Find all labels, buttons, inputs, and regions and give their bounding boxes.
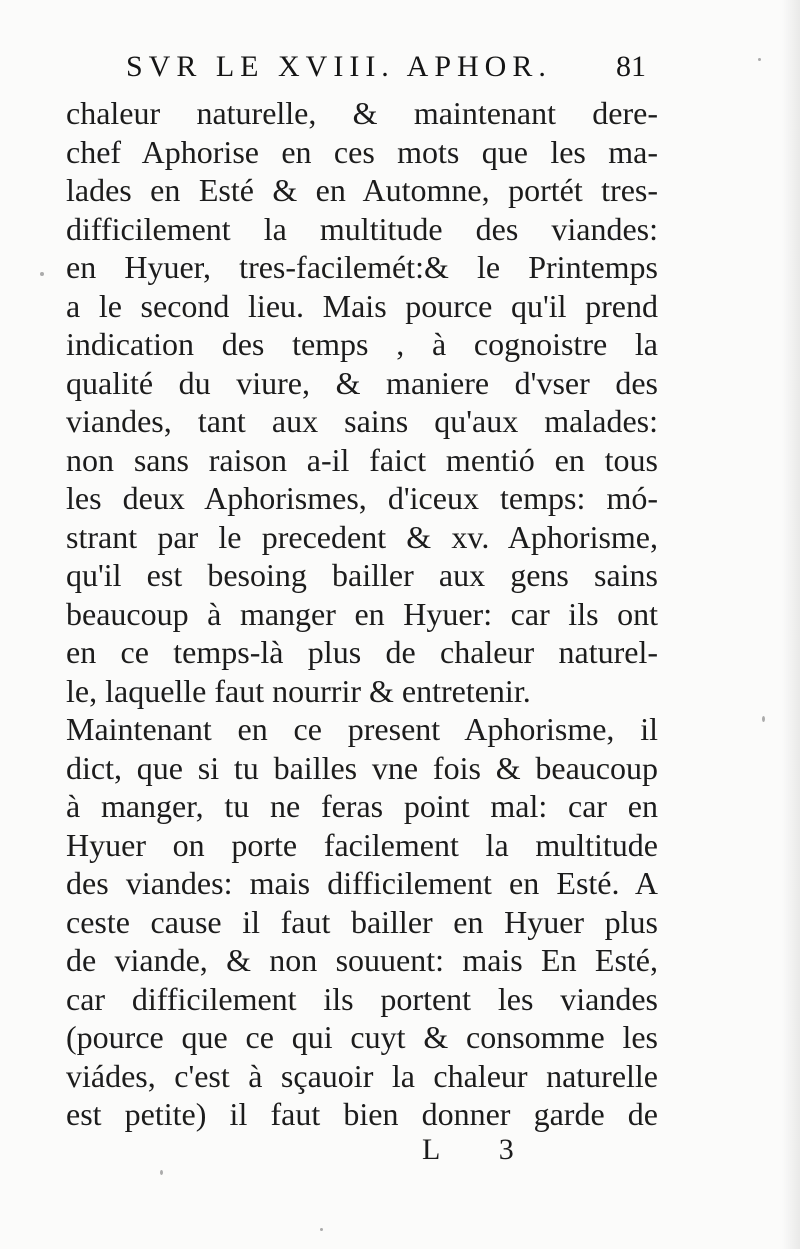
page-header [126, 50, 646, 90]
text-line: difficilement la multitude des viandes: [66, 210, 658, 247]
print-speck [160, 1170, 163, 1175]
page-number: 81 [616, 50, 646, 83]
text-line: les deux Aphorismes, d'iceux temps: mó- [66, 480, 658, 516]
text-line: de viande, & non souuent: mais En Esté, [66, 942, 658, 978]
text-line: à manger, tu ne feras point mal: car en [66, 788, 658, 824]
text-line: strant par le precedent & xv. Aphorisme, [66, 518, 658, 555]
print-speck [320, 1228, 323, 1231]
text-line: Maintenant en ce present Aphorisme, il [66, 711, 658, 747]
text-line: en ce temps-là plus de chaleur naturel- [66, 634, 658, 670]
text-line: Hyuer on porte facilement la multitude [66, 826, 658, 863]
text-line: dict, que si tu bailles vne fois & beaucoup [66, 749, 658, 786]
text-line: lades en Esté & en Automne, portét tres- [66, 172, 658, 208]
text-line: (pource que ce qui cuyt & consomme les [66, 1019, 658, 1055]
text-line: le, laquelle faut nourrir & entretenir. [66, 672, 531, 709]
page-edge-shadow [782, 0, 800, 1249]
text-line: a le second lieu. Mais pource qu'il prend [66, 287, 658, 324]
print-speck [762, 716, 765, 722]
text-line: ceste cause il faut bailler en Hyuer plus [66, 903, 658, 940]
text-line: viandes, tant aux sains qu'aux malades: [66, 403, 658, 439]
text-line: viádes, c'est à sçauoir la chaleur naturelle [66, 1057, 658, 1094]
signature-mark: L 3 [422, 1133, 540, 1166]
text-line: chaleur naturelle, & maintenant dere- [66, 95, 658, 131]
text-line: non sans raison a-il faict mentió en tous [66, 441, 658, 478]
text-line: qu'il est besoing bailler aux gens sains [66, 557, 658, 593]
body-text [66, 94, 658, 1134]
running-head: SVR LE XVIII. APHOR. [126, 50, 552, 83]
text-line: car difficilement ils portent les viandes [66, 980, 658, 1017]
text-line: qualité du viure, & maniere d'vser des [66, 364, 658, 401]
print-speck [40, 272, 44, 276]
text-line: chef Aphorise en ces mots que les ma- [66, 133, 658, 170]
text-line: indication des temps , à cognoistre la [66, 326, 658, 362]
print-speck [758, 58, 761, 61]
text-line: en Hyuer, tres-facilemét:& le Printemps [66, 249, 658, 285]
text-line: des viandes: mais difficilement en Esté. A [66, 865, 658, 901]
text-line: est petite) il faut bien donner garde de [66, 1096, 658, 1132]
text-line: beaucoup à manger en Hyuer: car ils ont [66, 595, 658, 632]
